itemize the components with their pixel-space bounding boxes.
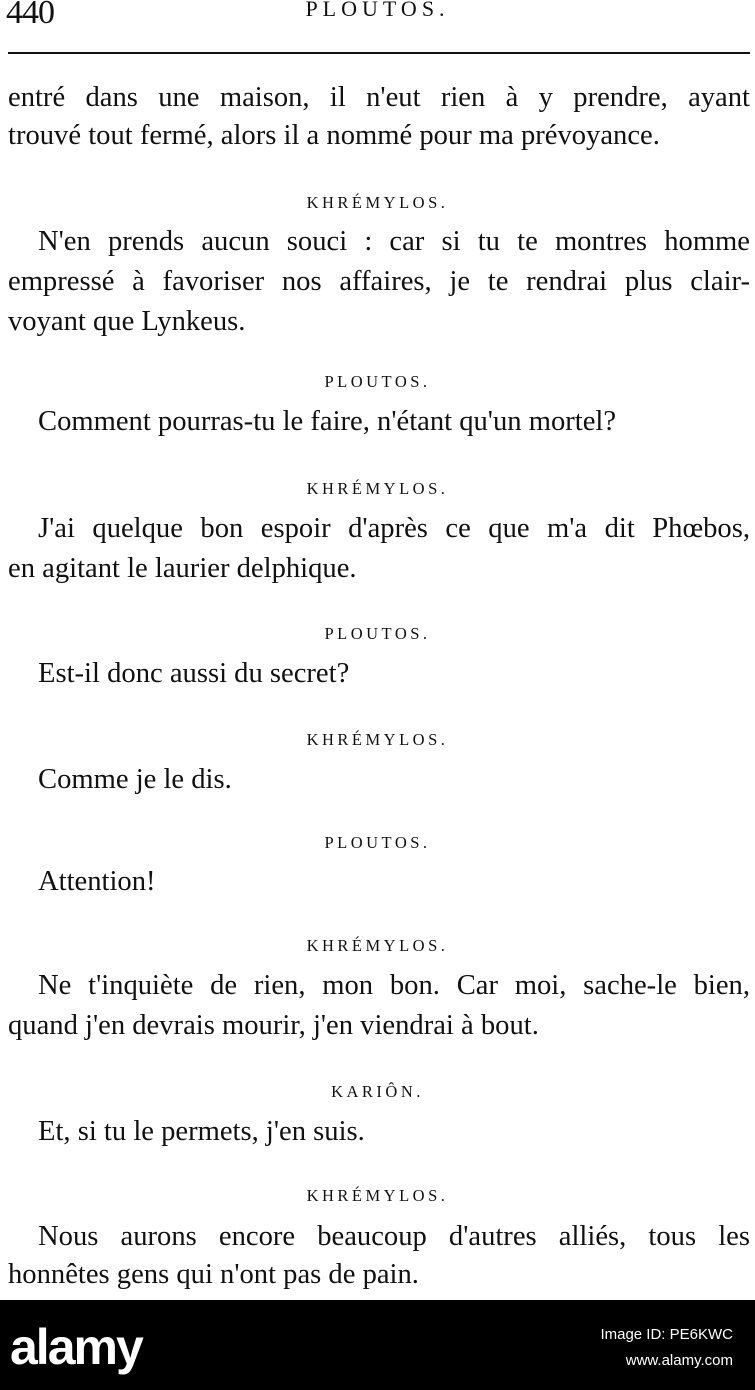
speaker-name: KHRÉMYLOS. (306, 1186, 449, 1205)
text-line: Attention! (38, 866, 156, 897)
running-head: PLOUTOS. (305, 0, 450, 21)
text-line: Est-il donc aussi du secret? (38, 658, 350, 689)
text-line: empressé à favoriser nos affaires, je te rendrai plus clair- (8, 266, 750, 297)
speaker-name: KARIÔN. (331, 1082, 424, 1101)
header-rule (8, 52, 750, 54)
speaker-name: PLOUTOS. (324, 624, 431, 643)
site-url: www.alamy.com (625, 1352, 733, 1369)
text-line: Et, si tu le permets, j'en suis. (38, 1116, 365, 1147)
text-line: honnêtes gens qui n'ont pas de pain. (8, 1259, 419, 1290)
image-id-label: Image ID: PE6KWC (600, 1326, 733, 1343)
speaker-name: KHRÉMYLOS. (306, 936, 449, 955)
text-line: quand j'en devrais mourir, j'en viendrai à bout. (8, 1010, 539, 1041)
text-line: Nous aurons encore beaucoup d'autres alliés, tous les (38, 1221, 750, 1252)
speaker-name: PLOUTOS. (324, 372, 431, 391)
text-line: Comment pourras-tu le faire, n'étant qu'un mortel? (38, 406, 617, 437)
watermark-footer (0, 1300, 755, 1390)
alamy-logo: alamy (10, 1319, 142, 1375)
speaker-name: KHRÉMYLOS. (306, 479, 449, 498)
text-line: Comme je le dis. (38, 764, 232, 795)
text-line: Ne t'inquiète de rien, mon bon. Car moi, sache-le bien, (38, 970, 750, 1001)
text-line: J'ai quelque bon espoir d'après ce que m'a dit Phœbos, (38, 513, 750, 544)
text-line: trouvé tout fermé, alors il a nommé pour ma prévoyance. (8, 120, 660, 151)
speaker-name: KHRÉMYLOS. (306, 193, 449, 212)
text-line: voyant que Lynkeus. (8, 306, 246, 337)
text-line: N'en prends aucun souci : car si tu te montres homme (38, 226, 750, 257)
page-number: 440 (6, 0, 54, 31)
text-line: entré dans une maison, il n'eut rien à y prendre, ayant (8, 82, 750, 113)
speaker-name: KHRÉMYLOS. (306, 730, 449, 749)
speaker-name: PLOUTOS. (324, 833, 431, 852)
text-line: en agitant le laurier delphique. (8, 553, 357, 584)
